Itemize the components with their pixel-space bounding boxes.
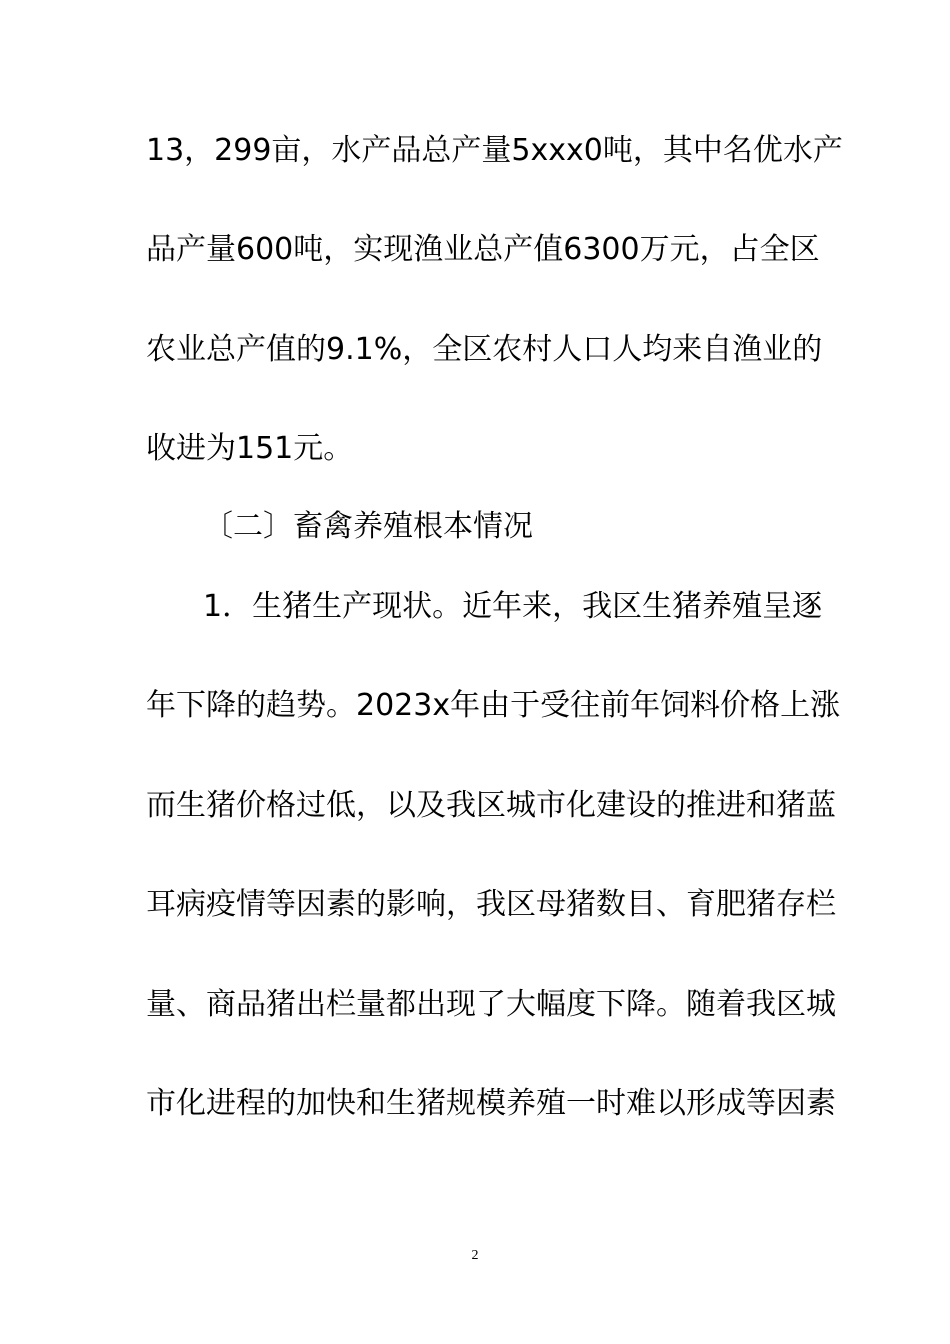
text-line-2: 品产量600吨，实现渔业总产值6300万元，占全区 <box>146 232 820 267</box>
text-line-3: 农业总产值的9.1%，全区农村人口人均来自渔业的 <box>146 332 823 367</box>
text-line-10: 量、商品猪出栏量都出现了大幅度下降。随着我区城 <box>146 987 836 1022</box>
text-line-1: 13，299亩，水产品总产量5xxx0吨，其中名优水产 <box>146 133 843 168</box>
text-line-9: 耳病疫情等因素的影响，我区母猪数目、育肥猪存栏 <box>146 887 836 922</box>
page-number: 2 <box>471 1248 479 1263</box>
text-line-4: 收进为151元。 <box>146 431 354 466</box>
text-line-6: 1．生猪生产现状。近年来，我区生猪养殖呈逐 <box>203 589 823 624</box>
text-line-7: 年下降的趋势。2023x年由于受往前年饲料价格上涨 <box>146 688 841 723</box>
section-heading: 〔二〕畜禽养殖根本情况 <box>203 509 533 544</box>
text-line-8: 而生猪价格过低，以及我区城市化建设的推进和猪蓝 <box>146 788 836 823</box>
text-line-11: 市化进程的加快和生猪规模养殖一时难以形成等因素 <box>146 1086 836 1121</box>
